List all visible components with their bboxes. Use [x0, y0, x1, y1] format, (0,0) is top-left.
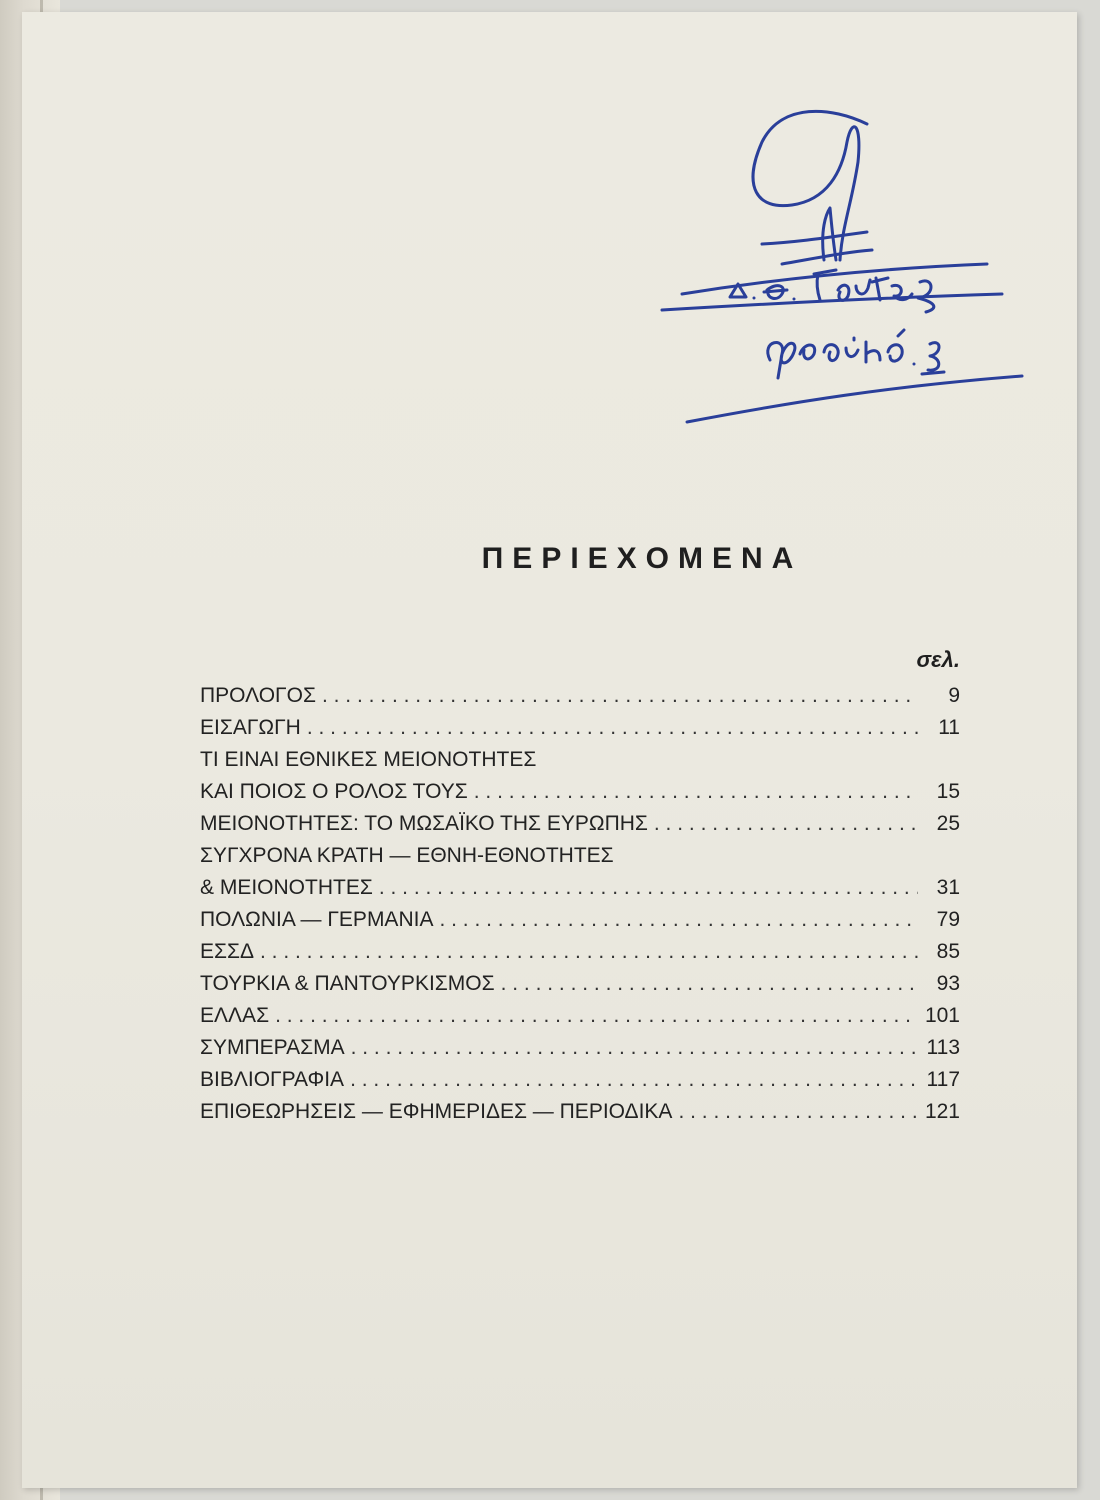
dot-leader	[350, 1064, 918, 1096]
toc-entry-title: ΜΕΙΟΝΟΤΗΤΕΣ: ΤΟ ΜΩΣΑΪΚΟ ΤΗΣ ΕΥΡΩΠΗΣ	[200, 812, 648, 835]
toc-entry-title: ΤΙ ΕΙΝΑΙ ΕΘΝΙΚΕΣ ΜΕΙΟΝΟΤΗΤΕΣ	[200, 748, 537, 771]
dot-leader	[654, 808, 918, 840]
toc-entry-title: ΠΟΛΩΝΙΑ — ΓΕΡΜΑΝΙΑ	[200, 908, 434, 931]
toc-entry-page: 11	[938, 716, 960, 739]
toc-entry-page: 101	[924, 1004, 960, 1027]
toc-entry-modern-states-line1	[200, 840, 960, 872]
dot-leader	[260, 936, 918, 968]
dot-leader	[439, 904, 918, 936]
toc-entry-page: 121	[924, 1100, 960, 1123]
book-page	[22, 12, 1077, 1488]
toc-entry-page: 117	[926, 1068, 960, 1091]
toc-entry-page: 79	[936, 908, 960, 931]
toc-entry-page: 15	[936, 780, 960, 803]
dot-leader	[474, 776, 918, 808]
toc-entry-page: 93	[936, 972, 960, 995]
dot-leader	[307, 712, 918, 744]
toc-entry-page: 9	[948, 684, 960, 707]
toc-entry-page: 85	[936, 940, 960, 963]
toc-entry-introduction	[200, 712, 960, 744]
toc-entry-page: 31	[936, 876, 960, 899]
table-of-contents	[200, 680, 960, 1128]
toc-entry-title: ΠΡΟΛΟΓΟΣ	[200, 684, 316, 707]
toc-entry-title: & ΜΕΙΟΝΟΤΗΤΕΣ	[200, 876, 373, 899]
toc-entry-title: ΤΟΥΡΚΙΑ & ΠΑΝΤΟΥΡΚΙΣΜΟΣ	[200, 972, 495, 995]
toc-entry-mosaic-of-europe	[200, 808, 960, 840]
toc-entry-title: ΕΣΣΔ	[200, 940, 254, 963]
toc-entry-prologue	[200, 680, 960, 712]
toc-entry-periodicals	[200, 1096, 960, 1128]
toc-entry-page: 113	[926, 1036, 960, 1059]
toc-entry-title: ΕΠΙΘΕΩΡΗΣΕΙΣ — ΕΦΗΜΕΡΙΔΕΣ — ΠΕΡΙΟΔΙΚΑ	[200, 1100, 673, 1123]
toc-entry-conclusion	[200, 1032, 960, 1064]
toc-entry-title: ΒΙΒΛΙΟΓΡΑΦΙΑ	[200, 1068, 345, 1091]
toc-entry-title: ΣΥΓΧΡΟΝΑ ΚΡΑΤΗ — ΕΘΝΗ-ΕΘΝΟΤΗΤΕΣ	[200, 844, 614, 867]
toc-entry-title: ΣΥΜΠΕΡΑΣΜΑ	[200, 1036, 345, 1059]
toc-entry-title: ΕΛΛΑΣ	[200, 1004, 270, 1027]
toc-entry-title: ΕΙΣΑΓΩΓΗ	[200, 716, 301, 739]
toc-entry-ussr	[200, 936, 960, 968]
handwritten-signature	[642, 102, 1042, 452]
toc-entry-poland-germany	[200, 904, 960, 936]
dot-leader	[379, 872, 918, 904]
dot-leader	[322, 680, 918, 712]
page-title: ΠΕΡΙΕΧΟΜΕΝΑ	[481, 542, 803, 575]
dot-leader	[275, 1000, 918, 1032]
dot-leader	[678, 1096, 918, 1128]
toc-entry-page: 25	[936, 812, 960, 835]
toc-entry-title: ΚΑΙ ΠΟΙΟΣ Ο ΡΟΛΟΣ ΤΟΥΣ	[200, 780, 468, 803]
page-column-label: σελ.	[916, 647, 960, 672]
toc-entry-greece	[200, 1000, 960, 1032]
toc-entry-national-minorities-line1	[200, 744, 960, 776]
toc-entry-bibliography	[200, 1064, 960, 1096]
dot-leader	[501, 968, 918, 1000]
dot-leader	[351, 1032, 918, 1064]
toc-entry-modern-states-line2	[200, 872, 960, 904]
toc-entry-national-minorities-line2	[200, 776, 960, 808]
toc-entry-turkey	[200, 968, 960, 1000]
